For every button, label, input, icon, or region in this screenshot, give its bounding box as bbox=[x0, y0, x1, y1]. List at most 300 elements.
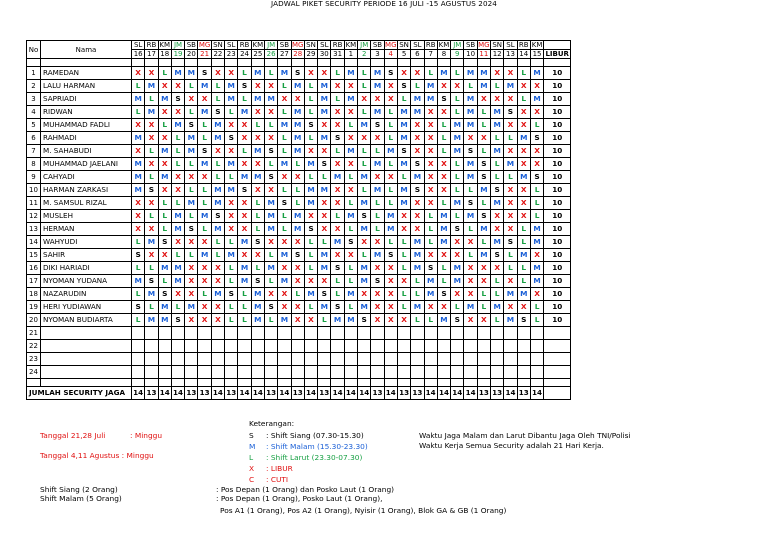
shift-cell: X bbox=[238, 197, 251, 210]
shift-cell: M bbox=[424, 80, 437, 93]
shift-cell: L bbox=[225, 171, 238, 184]
shift-cell: M bbox=[517, 132, 530, 145]
shift-cell: L bbox=[491, 314, 504, 327]
row-number: 8 bbox=[27, 158, 41, 171]
shift-cell: M bbox=[331, 314, 344, 327]
shift-cell: L bbox=[451, 210, 464, 223]
shift-cell: X bbox=[464, 132, 477, 145]
shift-cell: M bbox=[278, 314, 291, 327]
shift-cell: X bbox=[158, 184, 171, 197]
shift-cell: L bbox=[185, 249, 198, 262]
day-name-header: MG bbox=[198, 41, 211, 49]
shift-cell: L bbox=[225, 301, 238, 314]
shift-cell: L bbox=[530, 119, 543, 132]
shift-cell: X bbox=[504, 67, 517, 80]
shift-cell: X bbox=[371, 262, 384, 275]
shift-cell: M bbox=[491, 301, 504, 314]
shift-cell: S bbox=[371, 119, 384, 132]
shift-cell: X bbox=[437, 249, 450, 262]
day-name-header: SL bbox=[225, 41, 238, 50]
shift-cell: X bbox=[318, 145, 331, 158]
shift-cell: L bbox=[238, 288, 251, 301]
shift-cell: L bbox=[278, 223, 291, 236]
total-value: 14 bbox=[211, 387, 224, 400]
shift-cell: L bbox=[530, 210, 543, 223]
shift-cell: L bbox=[264, 275, 277, 288]
shift-cell: M bbox=[477, 67, 490, 80]
total-value: 14 bbox=[530, 387, 543, 400]
shift-cell: X bbox=[238, 249, 251, 262]
shift-cell: L bbox=[171, 158, 184, 171]
shift-cell: X bbox=[198, 275, 211, 288]
row-number: 17 bbox=[27, 275, 41, 288]
shift-cell: S bbox=[278, 197, 291, 210]
total-value: 13 bbox=[145, 387, 158, 400]
shift-cell: M bbox=[504, 314, 517, 327]
shift-cell: M bbox=[530, 262, 543, 275]
shift-cell: M bbox=[464, 158, 477, 171]
shift-cell: M bbox=[211, 288, 224, 301]
shift-cell: L bbox=[491, 275, 504, 288]
shift-cell: L bbox=[132, 236, 145, 249]
guard-name: SAHIR bbox=[41, 249, 132, 262]
shift-cell: M bbox=[291, 223, 304, 236]
day-number-header: 31 bbox=[331, 50, 344, 59]
shift-cell: L bbox=[424, 236, 437, 249]
shift-cell: M bbox=[411, 249, 424, 262]
shift-cell: L bbox=[411, 80, 424, 93]
shift-cell: X bbox=[185, 275, 198, 288]
shift-cell: X bbox=[384, 301, 397, 314]
day-name-header: KM bbox=[438, 41, 450, 49]
shift-cell: M bbox=[291, 132, 304, 145]
shift-cell: L bbox=[211, 80, 224, 93]
row-number: 22 bbox=[27, 340, 41, 353]
shift-cell: L bbox=[477, 301, 490, 314]
shift-cell: S bbox=[132, 301, 145, 314]
day-number-header: 12 bbox=[491, 50, 504, 59]
shift-cell: X bbox=[145, 223, 158, 236]
shift-cell: S bbox=[344, 236, 357, 249]
shift-cell: X bbox=[171, 80, 184, 93]
shift-cell: X bbox=[424, 249, 437, 262]
shift-cell: X bbox=[477, 93, 490, 106]
shift-cell: M bbox=[437, 67, 450, 80]
shift-cell: L bbox=[344, 262, 357, 275]
guard-name: M. SAMSUL RIZAL bbox=[41, 197, 132, 210]
shift-cell: X bbox=[291, 275, 304, 288]
row-number: 14 bbox=[27, 236, 41, 249]
day-number-header: 5 bbox=[397, 50, 410, 59]
shift-cell: X bbox=[464, 314, 477, 327]
shift-cell: L bbox=[477, 236, 490, 249]
shift-cell: X bbox=[238, 158, 251, 171]
shift-cell: S bbox=[517, 314, 530, 327]
shift-cell: L bbox=[145, 171, 158, 184]
shift-cell: M bbox=[451, 275, 464, 288]
shift-cell: L bbox=[358, 67, 371, 80]
row-number: 20 bbox=[27, 314, 41, 327]
legend-code: L bbox=[249, 453, 254, 462]
shift-cell: X bbox=[504, 184, 517, 197]
shift-cell: L bbox=[437, 197, 450, 210]
shift-cell: S bbox=[477, 210, 490, 223]
row-number: 1 bbox=[27, 67, 41, 80]
shift-cell: L bbox=[384, 132, 397, 145]
shift-cell: M bbox=[424, 288, 437, 301]
day-name-header: SB bbox=[278, 41, 291, 50]
shift-cell: X bbox=[185, 171, 198, 184]
shift-cell: L bbox=[344, 223, 357, 236]
shift-cell: X bbox=[291, 236, 304, 249]
day-name-header: SL bbox=[504, 41, 517, 50]
shift-cell: S bbox=[185, 119, 198, 132]
shift-cell: X bbox=[371, 93, 384, 106]
guard-name: CAHYADI bbox=[41, 171, 132, 184]
shift-cell: X bbox=[464, 275, 477, 288]
libur-count: 10 bbox=[544, 145, 571, 158]
shift-cell: S bbox=[145, 184, 158, 197]
total-value: 14 bbox=[504, 387, 517, 400]
shift-cell: L bbox=[424, 67, 437, 80]
shift-cell: X bbox=[225, 210, 238, 223]
shift-cell: M bbox=[530, 236, 543, 249]
shift-cell: L bbox=[411, 275, 424, 288]
shift-cell: X bbox=[251, 158, 264, 171]
shift-cell: L bbox=[158, 119, 171, 132]
shift-cell: X bbox=[384, 93, 397, 106]
shift-cell: L bbox=[318, 314, 331, 327]
shift-cell: M bbox=[145, 80, 158, 93]
shift-cell: X bbox=[318, 210, 331, 223]
shift-cell: M bbox=[451, 145, 464, 158]
shift-cell: X bbox=[278, 93, 291, 106]
libur-count: 10 bbox=[544, 67, 571, 80]
shift-cell: X bbox=[517, 184, 530, 197]
shift-cell: M bbox=[185, 67, 198, 80]
shift-cell: M bbox=[264, 210, 277, 223]
shift-cell: X bbox=[158, 106, 171, 119]
shift-cell: L bbox=[251, 197, 264, 210]
shift-cell: L bbox=[477, 197, 490, 210]
total-value: 13 bbox=[291, 387, 304, 400]
shift-cell: X bbox=[145, 132, 158, 145]
shift-cell: S bbox=[371, 275, 384, 288]
shift-cell: X bbox=[132, 145, 145, 158]
shift-cell: L bbox=[145, 145, 158, 158]
day-name-header: KM bbox=[345, 41, 357, 49]
guard-name: LALU HARMAN bbox=[41, 80, 132, 93]
shift-cell: X bbox=[358, 132, 371, 145]
shift-cell: M bbox=[238, 262, 251, 275]
shift-cell: S bbox=[437, 288, 450, 301]
shift-cell: X bbox=[158, 80, 171, 93]
libur-count: 10 bbox=[544, 301, 571, 314]
shift-cell: M bbox=[397, 132, 410, 145]
shift-cell: L bbox=[304, 236, 317, 249]
shift-cell: X bbox=[251, 80, 264, 93]
shift-cell: X bbox=[185, 314, 198, 327]
shift-cell: S bbox=[464, 197, 477, 210]
shift-cell: L bbox=[238, 93, 251, 106]
shift-cell: M bbox=[158, 314, 171, 327]
day-name-header: SN bbox=[399, 41, 409, 49]
shift-cell: X bbox=[397, 223, 410, 236]
shift-cell: M bbox=[517, 288, 530, 301]
shift-cell: M bbox=[238, 236, 251, 249]
shift-cell: M bbox=[358, 301, 371, 314]
shift-cell: M bbox=[211, 184, 224, 197]
day-number-header: 17 bbox=[145, 50, 158, 59]
shift-cell: X bbox=[198, 93, 211, 106]
shift-cell: M bbox=[291, 210, 304, 223]
shift-cell: X bbox=[331, 223, 344, 236]
libur-count: 10 bbox=[544, 171, 571, 184]
shift-cell: S bbox=[477, 158, 490, 171]
day-number-header: 1 bbox=[344, 50, 357, 59]
shift-cell: X bbox=[411, 210, 424, 223]
shift-cell: X bbox=[517, 106, 530, 119]
shift-cell: S bbox=[318, 158, 331, 171]
shift-cell: X bbox=[464, 288, 477, 301]
shift-cell: X bbox=[371, 288, 384, 301]
shift-cell: M bbox=[397, 119, 410, 132]
shift-cell: M bbox=[344, 145, 357, 158]
day-number-header: 11 bbox=[477, 50, 490, 59]
shift-cell: X bbox=[264, 132, 277, 145]
libur-count: 10 bbox=[544, 184, 571, 197]
shift-cell: M bbox=[225, 93, 238, 106]
shift-cell: M bbox=[411, 236, 424, 249]
shift-cell: M bbox=[145, 236, 158, 249]
total-value: 14 bbox=[331, 387, 344, 400]
day-number-header: 6 bbox=[411, 50, 424, 59]
shift-cell: X bbox=[132, 210, 145, 223]
shift-cell: X bbox=[331, 80, 344, 93]
shift-cell: L bbox=[331, 288, 344, 301]
shift-cell: L bbox=[504, 132, 517, 145]
shift-cell: M bbox=[464, 301, 477, 314]
shift-cell: M bbox=[225, 184, 238, 197]
shift-cell: X bbox=[504, 301, 517, 314]
shift-cell: L bbox=[251, 223, 264, 236]
shift-cell: X bbox=[304, 67, 317, 80]
guard-name: NYOMAN YUDANA bbox=[41, 275, 132, 288]
shift-cell: M bbox=[517, 249, 530, 262]
shift-cell: M bbox=[198, 210, 211, 223]
libur-count: 10 bbox=[544, 249, 571, 262]
total-value: 14 bbox=[437, 387, 450, 400]
total-value: 14 bbox=[304, 387, 317, 400]
col-header-no: No bbox=[27, 41, 41, 59]
shift-cell: M bbox=[331, 236, 344, 249]
day-number-header: 23 bbox=[225, 50, 238, 59]
shift-cell: X bbox=[424, 171, 437, 184]
shift-cell: L bbox=[344, 171, 357, 184]
shift-cell: M bbox=[331, 171, 344, 184]
holiday-august: Tanggal 4,11 Agustus : Minggu bbox=[40, 451, 154, 460]
day-number-header: 2 bbox=[358, 50, 371, 59]
shift-cell: M bbox=[158, 301, 171, 314]
shift-cell: X bbox=[331, 249, 344, 262]
shift-cell: X bbox=[145, 67, 158, 80]
shift-cell: L bbox=[158, 223, 171, 236]
shift-cell: S bbox=[171, 314, 184, 327]
shift-cell: L bbox=[437, 262, 450, 275]
day-name-header: KM bbox=[252, 41, 264, 49]
shift-cell: L bbox=[397, 93, 410, 106]
shift-cell: X bbox=[145, 119, 158, 132]
shift-cell: X bbox=[424, 132, 437, 145]
shift-cell: L bbox=[278, 145, 291, 158]
shift-cell: M bbox=[437, 210, 450, 223]
day-number-header: 9 bbox=[451, 50, 464, 59]
shift-cell: M bbox=[411, 106, 424, 119]
shift-cell: L bbox=[384, 158, 397, 171]
shift-cell: X bbox=[211, 275, 224, 288]
shift-cell: X bbox=[424, 301, 437, 314]
shift-cell: X bbox=[238, 223, 251, 236]
shift-cell: X bbox=[225, 119, 238, 132]
shift-cell: X bbox=[384, 262, 397, 275]
day-name-header: KM bbox=[159, 41, 171, 49]
shift-cell: X bbox=[411, 197, 424, 210]
shift-cell: X bbox=[331, 158, 344, 171]
total-value: 13 bbox=[185, 387, 198, 400]
guard-name: HERI YUDIAWAN bbox=[41, 301, 132, 314]
shift-cell: X bbox=[185, 288, 198, 301]
day-name-header: RB bbox=[332, 41, 343, 49]
shift-cell: L bbox=[225, 106, 238, 119]
shift-cell: L bbox=[437, 132, 450, 145]
shift-cell: L bbox=[158, 275, 171, 288]
shift-cell: L bbox=[304, 132, 317, 145]
day-number-header: 20 bbox=[185, 50, 198, 59]
shift-cell: M bbox=[371, 158, 384, 171]
shift-cell: X bbox=[424, 184, 437, 197]
shift-cell: L bbox=[464, 184, 477, 197]
shift-cell: M bbox=[278, 67, 291, 80]
legend-code: C bbox=[249, 475, 255, 484]
shift-cell: L bbox=[530, 184, 543, 197]
legend-title: Keterangan: bbox=[249, 419, 295, 428]
shift-cell: L bbox=[171, 249, 184, 262]
shift-cell: M bbox=[171, 210, 184, 223]
shift-cell: S bbox=[158, 288, 171, 301]
day-number-header: 28 bbox=[291, 50, 304, 59]
shift-cell: M bbox=[318, 184, 331, 197]
shift-cell: L bbox=[384, 184, 397, 197]
shift-cell: L bbox=[158, 67, 171, 80]
shift-cell: L bbox=[251, 210, 264, 223]
shift-cell: S bbox=[411, 184, 424, 197]
shift-cell: L bbox=[278, 184, 291, 197]
shift-cell: M bbox=[291, 80, 304, 93]
shift-cell: M bbox=[238, 171, 251, 184]
day-name-header: SB bbox=[371, 41, 384, 50]
shift-cell: M bbox=[291, 145, 304, 158]
shift-cell: S bbox=[264, 145, 277, 158]
shift-cell: L bbox=[517, 275, 530, 288]
shift-cell: S bbox=[331, 301, 344, 314]
shift-cell: L bbox=[437, 275, 450, 288]
shift-cell: M bbox=[264, 262, 277, 275]
shift-cell: X bbox=[451, 80, 464, 93]
shift-cell: X bbox=[318, 197, 331, 210]
libur-count: 10 bbox=[544, 223, 571, 236]
libur-count: 10 bbox=[544, 314, 571, 327]
shift-cell: X bbox=[211, 262, 224, 275]
shift-cell: X bbox=[132, 197, 145, 210]
legend-text: : CUTI bbox=[266, 475, 289, 484]
shift-cell: X bbox=[371, 132, 384, 145]
shift-cell: M bbox=[318, 301, 331, 314]
shift-cell: X bbox=[171, 288, 184, 301]
shift-cell: M bbox=[504, 158, 517, 171]
libur-count: 10 bbox=[544, 106, 571, 119]
shift-cell: M bbox=[278, 119, 291, 132]
shift-cell: M bbox=[198, 158, 211, 171]
shift-cell: S bbox=[185, 223, 198, 236]
shift-cell: X bbox=[371, 171, 384, 184]
shift-cell: X bbox=[278, 301, 291, 314]
shift-cell: S bbox=[264, 171, 277, 184]
shift-cell: L bbox=[331, 67, 344, 80]
shift-cell: X bbox=[358, 236, 371, 249]
shift-cell: X bbox=[211, 301, 224, 314]
shift-cell: M bbox=[424, 275, 437, 288]
shift-cell: X bbox=[504, 93, 517, 106]
shift-cell: M bbox=[397, 158, 410, 171]
shift-cell: L bbox=[145, 93, 158, 106]
shift-cell: X bbox=[344, 106, 357, 119]
shift-cell: X bbox=[397, 314, 410, 327]
shift-cell: S bbox=[491, 249, 504, 262]
shift-cell: X bbox=[397, 210, 410, 223]
shift-cell: X bbox=[278, 236, 291, 249]
guard-name: NAZARUDIN bbox=[41, 288, 132, 301]
shift-cell: S bbox=[530, 132, 543, 145]
shift-cell: L bbox=[504, 262, 517, 275]
shift-cell: X bbox=[238, 119, 251, 132]
shift-cell: X bbox=[411, 119, 424, 132]
shift-cell: M bbox=[464, 67, 477, 80]
shift-cell: L bbox=[437, 145, 450, 158]
day-name-header: MG bbox=[478, 41, 490, 49]
shift-cell: M bbox=[304, 197, 317, 210]
guard-name: SAPRIADI bbox=[41, 93, 132, 106]
shift-cell: L bbox=[371, 210, 384, 223]
shift-cell: M bbox=[504, 80, 517, 93]
shift-cell: L bbox=[504, 249, 517, 262]
shift-cell: L bbox=[384, 106, 397, 119]
shift-cell: M bbox=[477, 184, 490, 197]
shift-cell: L bbox=[171, 132, 184, 145]
shift-cell: X bbox=[158, 158, 171, 171]
day-number-header: 27 bbox=[278, 50, 291, 59]
row-number: 18 bbox=[27, 288, 41, 301]
total-value: 14 bbox=[451, 387, 464, 400]
shift-cell: S bbox=[331, 262, 344, 275]
shift-cell: M bbox=[251, 145, 264, 158]
shift-cell: L bbox=[304, 106, 317, 119]
shift-cell: X bbox=[517, 119, 530, 132]
shift-siang-count: Shift Siang (2 Orang) bbox=[40, 485, 118, 494]
shift-cell: M bbox=[278, 249, 291, 262]
shift-cell: M bbox=[278, 158, 291, 171]
shift-cell: M bbox=[371, 80, 384, 93]
shift-cell: M bbox=[358, 223, 371, 236]
